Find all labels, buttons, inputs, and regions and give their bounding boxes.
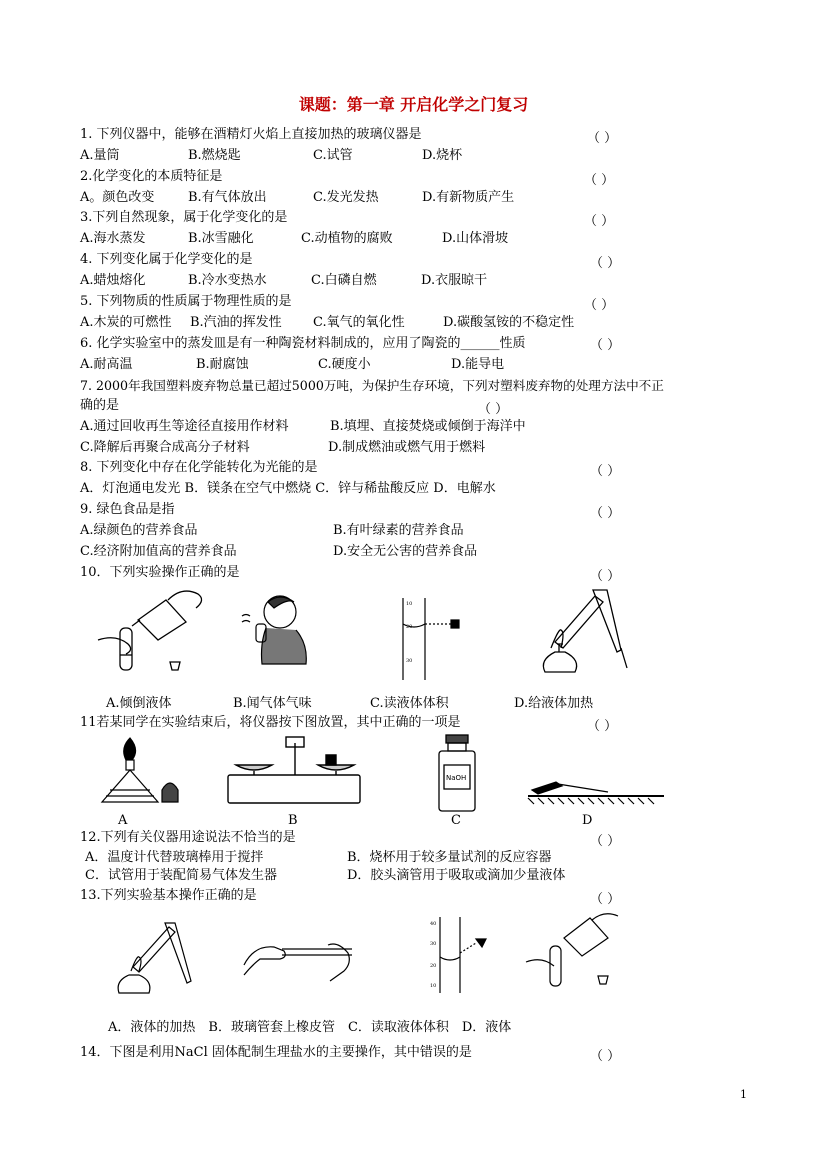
q2-option-a: A。颜色改变: [80, 190, 155, 205]
q10-option-c: C.读液体体积: [370, 696, 449, 711]
q3-option-b: B.冰雪融化: [188, 231, 254, 246]
reading-volume-figure-2: [428, 915, 500, 995]
scale-label: 20: [406, 624, 413, 630]
q12-option-d: D．胶头滴管用于吸取或滴加少量液体: [347, 868, 566, 883]
answer-paren: （ ）: [584, 214, 615, 229]
q9-option-d: D.安全无公害的营养食品: [333, 544, 478, 559]
pouring-liquid-figure-2: [522, 910, 622, 994]
q10-option-d: D.给液体加热: [514, 696, 594, 711]
question-6-stem: 6. 化学实验室中的蒸发皿是有一种陶瓷材料制成的，应用了陶瓷的______性质: [80, 336, 526, 351]
scale-label: 30: [406, 658, 413, 664]
q5-option-c: C.氧气的氧化性: [313, 315, 405, 330]
q7-option-c: C.降解后再聚合成高分子材料: [80, 440, 250, 455]
scale-label: 10: [430, 983, 437, 989]
q1-option-a: A.量筒: [80, 148, 120, 163]
answer-paren: （ ）: [587, 131, 618, 146]
q4-option-b: B.冷水变热水: [188, 273, 267, 288]
rubber-tube-figure: [242, 935, 357, 985]
page-title: 课题：第一章 开启化学之门复习: [298, 95, 529, 114]
answer-paren: （ ）: [590, 464, 621, 479]
question-7-stem: 7. 2000年我国塑料废弃物总量已超过5000万吨，为保护生存环境，下列对塑料废弃物的处理方法中不正: [80, 378, 664, 393]
heating-liquid-figure-2: [115, 915, 197, 997]
q13-options: A．液体的加热 B．玻璃管套上橡皮管 C．读取液体体积 D．液体: [108, 1020, 512, 1035]
question-8-stem: 8. 下列变化中存在化学能转化为光能的是: [80, 460, 318, 475]
q12-option-b: B．烧杯用于较多量试剂的反应容器: [347, 850, 552, 865]
answer-paren: （ ）: [478, 402, 509, 417]
q5-option-d: D.碳酸氢铵的不稳定性: [443, 315, 575, 330]
q9-option-c: C.经济附加值高的营养食品: [80, 544, 237, 559]
q12-option-a: A．温度计代替玻璃棒用于搅拌: [85, 850, 264, 865]
q10-option-a: A.倾倒液体: [106, 696, 172, 711]
q3-option-c: C.动植物的腐败: [301, 231, 393, 246]
q5-option-a: A.木炭的可燃性: [80, 315, 172, 330]
question-12-stem: 12.下列有关仪器用途说法不恰当的是: [80, 830, 296, 845]
q6-option-b: B.耐腐蚀: [196, 357, 249, 372]
question-11-stem: 11若某同学在实验结束后，将仪器按下图放置，其中正确的一项是: [80, 715, 461, 730]
q2-option-b: B.有气体放出: [188, 190, 267, 205]
answer-paren: （ ）: [590, 506, 621, 521]
q7-option-b: B.填埋、直接焚烧或倾倒于海洋中: [330, 419, 526, 434]
q2-option-d: D.有新物质产生: [422, 190, 515, 205]
pouring-liquid-figure: [98, 590, 206, 680]
q4-option-d: D.衣服晾干: [421, 273, 488, 288]
q11-option-a: A: [118, 813, 128, 828]
q7-option-d: D.制成燃油或燃气用于燃料: [328, 440, 486, 455]
page-number: 1: [740, 1088, 747, 1101]
scale-label: 30: [430, 941, 437, 947]
answer-paren: （ ）: [590, 834, 621, 849]
answer-paren: （ ）: [590, 892, 621, 907]
q12-option-c: C．试管用于装配简易气体发生器: [85, 868, 277, 883]
q9-option-b: B.有叶绿素的营养食品: [333, 523, 464, 538]
question-14-stem: 14．下图是利用NaCl 固体配制生理盐水的主要操作，其中错误的是: [80, 1045, 472, 1060]
q3-option-a: A.海水蒸发: [80, 231, 146, 246]
q7-option-a: A.通过回收再生等途径直接用作材料: [80, 419, 289, 434]
q1-option-c: C.试管: [313, 148, 353, 163]
scale-label: 20: [430, 963, 437, 969]
question-1-stem: 1. 下列仪器中，能够在酒精灯火焰上直接加热的玻璃仪器是: [80, 127, 422, 142]
q3-option-d: D.山体滑坡: [442, 231, 509, 246]
q4-option-c: C.白磷自燃: [311, 273, 377, 288]
alcohol-lamp-figure: [92, 740, 187, 806]
q9-option-a: A.绿颜色的营养食品: [80, 523, 198, 538]
q11-option-d: D: [582, 813, 593, 828]
answer-paren: （ ）: [584, 173, 615, 188]
question-13-stem: 13.下列实验基本操作正确的是: [80, 888, 257, 903]
scale-label: 40: [430, 921, 437, 927]
question-10-stem: 10．下列实验操作正确的是: [80, 565, 240, 580]
reading-volume-figure: [395, 596, 470, 681]
question-9-stem: 9. 绿色食品是指: [80, 502, 175, 517]
q10-option-b: B.闻气体气味: [233, 696, 312, 711]
answer-paren: （ ）: [584, 298, 615, 313]
q6-option-c: C.硬度小: [318, 357, 371, 372]
q5-option-b: B.汽油的挥发性: [190, 315, 282, 330]
balance-figure: [226, 735, 366, 807]
answer-paren: （ ）: [590, 569, 621, 584]
naoh-bottle-figure: [436, 735, 478, 811]
q8-options: A．灯泡通电发光 B．镁条在空气中燃烧 C．锌与稀盐酸反应 D．电解水: [80, 481, 496, 496]
question-4-stem: 4. 下列变化属于化学变化的是: [80, 252, 253, 267]
answer-paren: （ ）: [590, 256, 621, 271]
q6-option-a: A.耐高温: [80, 357, 133, 372]
dropper-on-table-figure: [528, 770, 668, 804]
answer-paren: （ ）: [590, 338, 621, 353]
question-7-stem-cont: 确的是: [80, 398, 120, 413]
q11-option-b: B: [288, 813, 298, 828]
heating-liquid-figure: [525, 584, 637, 676]
question-2-stem: 2.化学变化的本质特征是: [80, 169, 223, 184]
answer-paren: （ ）: [590, 1049, 621, 1064]
smelling-gas-figure: [240, 590, 312, 670]
q4-option-a: A.蜡烛熔化: [80, 273, 146, 288]
question-3-stem: 3.下列自然现象，属于化学变化的是: [80, 210, 288, 225]
scale-label: 10: [406, 601, 413, 607]
q1-option-d: D.烧杯: [422, 148, 463, 163]
q2-option-c: C.发光发热: [313, 190, 379, 205]
q1-option-b: B.燃烧匙: [188, 148, 241, 163]
answer-paren: （ ）: [587, 719, 618, 734]
q6-option-d: D.能导电: [451, 357, 505, 372]
question-5-stem: 5. 下列物质的性质属于物理性质的是: [80, 294, 292, 309]
bottle-label: NaOH: [446, 774, 467, 782]
q11-option-c: C: [451, 813, 461, 828]
